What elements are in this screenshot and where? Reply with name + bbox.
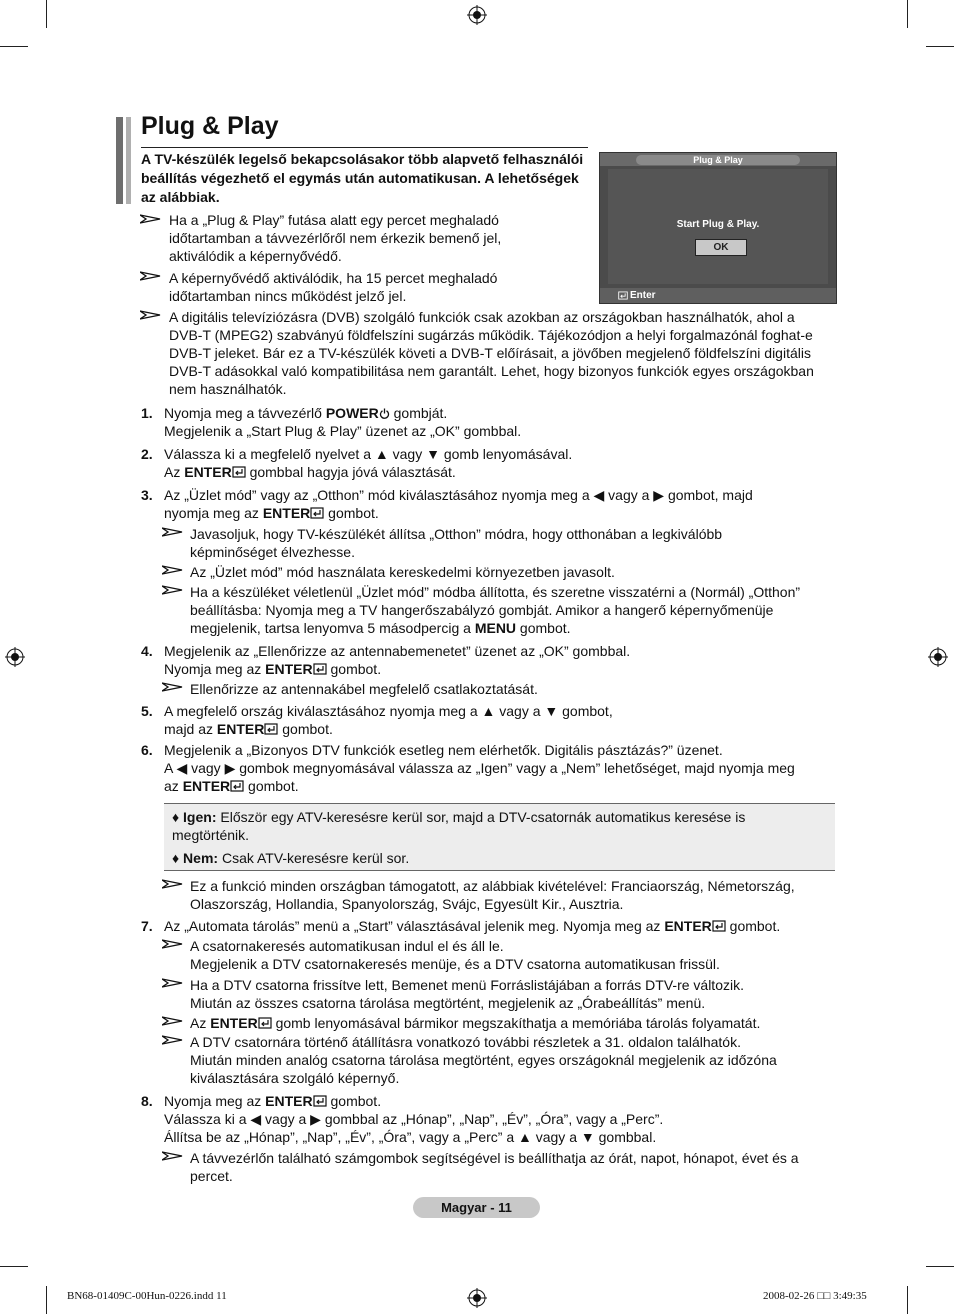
note-arrow-icon	[140, 271, 162, 281]
enter-icon	[258, 1017, 272, 1029]
note-text: A csatornakeresés automatikusan indul el és áll le. Megjelenik a DTV csatornakeresés menüje, és a DTV csatorna automatikusan frissül.	[190, 938, 720, 972]
screen-ok-button[interactable]: OK	[695, 239, 747, 256]
note-arrow-icon	[162, 682, 184, 692]
bullet-icon: ♦	[172, 809, 180, 825]
options-box	[164, 803, 835, 871]
intro-text: A TV-készülék legelső bekapcsolásakor több alapvető felhasználói beállítás végezhető el egymás után automatikusan. A lehetőségek az alábbiak.	[141, 151, 584, 205]
crop-mark	[46, 1286, 47, 1314]
print-slug-left: BN68-01409C-00Hun-0226.indd 11	[67, 1290, 227, 1302]
bullet-icon: ♦	[172, 850, 180, 866]
title-accent-bar	[126, 117, 131, 204]
step-number: 6.	[141, 742, 153, 758]
step-1-text: Nyomja meg a távvezérlő POWER gombját. Megjelenik a „Start Plug & Play” üzenet az „OK” gombbal.	[164, 405, 522, 439]
screen-message: Start Plug & Play.	[676, 219, 760, 230]
registration-mark-icon	[5, 647, 25, 667]
note-arrow-icon	[162, 1151, 184, 1161]
step-3-text: Az „Üzlet mód” vagy az „Otthon” mód kiválasztásához nyomja meg a ◀ vagy a ▶ gombot, majd nyomja meg az ENTER gombot.	[164, 487, 753, 521]
enter-icon	[230, 780, 244, 792]
option-nem: ♦ Nem: Csak ATV-keresésre kerül sor.	[172, 850, 410, 866]
crop-mark	[926, 46, 954, 47]
note-text: A DTV csatornára történő átállításra vonatkozó további részletek a 31. oldalon találhatók. Miután minden analóg csatorna tárolása megtörtént, egyes országoknál megjelenik az időzóna kiválasztására szolgáló képernyő.	[190, 1034, 777, 1086]
note-arrow-icon	[162, 565, 184, 575]
crop-mark	[907, 0, 908, 28]
enter-icon	[618, 291, 628, 300]
crop-mark	[46, 0, 47, 28]
step-number: 3.	[141, 487, 153, 503]
step-5-text: A megfelelő ország kiválasztásához nyomja meg a ▲ vagy a ▼ gombot, majd az ENTER gombot.	[164, 703, 613, 737]
step-8-text: Nyomja meg az ENTER gombot. Válassza ki a ◀ vagy a ▶ gombbal az „Hónap”, „Nap”, „Év”, „Óra”, vagy a „Perc”. Állítsa be az „Hónap”, „Nap”, „Év”, „Óra”, vagy a „Perc” a ▲ vagy a ▼ gombbal.	[164, 1093, 664, 1145]
note-arrow-icon	[162, 939, 184, 949]
crop-mark	[0, 46, 28, 47]
note-text: A képernyővédő aktiválódik, ha 15 percet meghaladó időtartamban nincs működést jelző jel.	[169, 270, 498, 304]
registration-mark-icon	[467, 1288, 487, 1308]
note-text: Ha a készüléket véletlenül „Üzlet mód” módba állította, és szeretne visszatérni a (Normál) „Otthon” beállításba: Nyomja meg a TV hangerőszabályzó gombját. Amikor a hangerő képernyőmenüje megjelenik, tartsa lenyomva 5 másodpercig a MENU gombot.	[190, 584, 801, 636]
enter-icon	[264, 723, 278, 735]
note-text: Ez a funkció minden országban támogatott, az alábbiak kivételével: Franciaország, Németország, Olaszország, Hollandia, Spanyolország, Svájc, Egyesült Kir., Ausztria.	[190, 878, 795, 912]
note-arrow-icon	[162, 1035, 184, 1045]
note-text: A távvezérlőn található számgombok segítségével is beállíthatja az órát, napot, hónapot, évet és a percet.	[190, 1150, 799, 1184]
note-arrow-icon	[162, 527, 184, 537]
screen-footer-label: Enter	[630, 290, 656, 301]
note-text: A digitális televíziózásra (DVB) szolgáló funkciók csak azokban az országokban használhatók, ahol a DVB-T (MPEG2) szabványú földfelszíni sugárzás működik. Tájékozódjon a helyi forgalmazónál foghat-e DVB-T jeleket. Bár ez a TV-készülék követi a DVB-T előírásait, a jövőben megjelenő földfelszíni digitális DVB-T adásokkal való kompatibilitása nem garantált. Lehet, hogy bizonyos funkciók egyes országokban nem használhatók.	[169, 309, 814, 397]
note-arrow-icon	[162, 978, 184, 988]
page-number-badge: Magyar - 11	[413, 1197, 540, 1218]
note-arrow-icon	[140, 310, 162, 320]
crop-mark	[0, 1266, 28, 1267]
note-arrow-icon	[140, 214, 162, 224]
print-slug-right: 2008-02-26 □□ 3:49:35	[763, 1290, 867, 1302]
screen-header-title: Plug & Play	[636, 155, 800, 165]
step-number: 1.	[141, 405, 153, 421]
note-text: Az „Üzlet mód” mód használata kereskedelmi környezetben javasolt.	[190, 564, 615, 580]
enter-icon	[310, 507, 324, 519]
note-text: Ha a „Plug & Play” futása alatt egy percet meghaladó időtartamban a távvezérlőről nem érkezik bemenő jel, aktiválódik a képernyővédő.	[169, 212, 502, 264]
step-7-text: Az „Automata tárolás” menü a „Start” választásával jelenik meg. Nyomja meg az ENTER gombot.	[164, 918, 781, 934]
step-number: 7.	[141, 918, 153, 934]
enter-icon	[313, 663, 327, 675]
note-text: Az ENTER gomb lenyomásával bármikor megszakíthatja a memóriába tárolás folyamatát.	[190, 1015, 761, 1031]
step-number: 4.	[141, 643, 153, 659]
title-divider	[141, 147, 588, 148]
enter-icon	[313, 1095, 327, 1107]
step-number: 2.	[141, 446, 153, 462]
power-icon	[379, 408, 390, 419]
step-2-text: Válassza ki a megfelelő nyelvet a ▲ vagy ▼ gomb lenyomásával. Az ENTER gombbal hagyja jóvá választását.	[164, 446, 573, 480]
screen-header-bar	[600, 153, 836, 166]
registration-mark-icon	[467, 5, 487, 25]
option-igen: ♦ Igen: Először egy ATV-keresésre kerül sor, majd a DTV-csatornák automatikus keresése is megtörténik.	[172, 809, 746, 843]
step-4-text: Megjelenik az „Ellenőrizze az antennabemenetet” üzenet az „OK” gombbal. Nyomja meg az ENTER gombot.	[164, 643, 631, 677]
tv-screen-preview	[599, 152, 837, 304]
step-6-text: Megjelenik a „Bizonyos DTV funkciók esetleg nem elérhetők. Digitális pásztázás?” üzenet. A ◀ vagy ▶ gombok megnyomásával válassza az „Igen” vagy a „Nem” lehetőséget, majd nyomja meg az ENTER gombot.	[164, 742, 795, 794]
step-number: 5.	[141, 703, 153, 719]
enter-icon	[712, 920, 726, 932]
crop-mark	[926, 1266, 954, 1267]
note-arrow-icon	[162, 1016, 184, 1026]
note-text: Ha a DTV csatorna frissítve lett, Bemenet menü Forráslistájában a forrás DTV-re változik. Miután az összes csatorna tárolása megtörtént, megjelenik az „Órabeállítás” menü.	[190, 977, 744, 1011]
step-number: 8.	[141, 1093, 153, 1109]
note-arrow-icon	[162, 585, 184, 595]
crop-mark	[907, 1286, 908, 1314]
screen-footer	[600, 288, 836, 303]
page-title: Plug & Play	[141, 112, 279, 140]
note-arrow-icon	[162, 879, 184, 889]
note-text: Javasoljuk, hogy TV-készülékét állítsa „Otthon” módra, hogy otthonában a legkiválóbb képminőséget élvezhesse.	[190, 526, 723, 560]
enter-icon	[232, 466, 246, 478]
title-accent-bar	[116, 117, 123, 204]
note-text: Ellenőrizze az antennakábel megfelelő csatlakoztatását.	[190, 681, 538, 697]
registration-mark-icon	[928, 647, 948, 667]
